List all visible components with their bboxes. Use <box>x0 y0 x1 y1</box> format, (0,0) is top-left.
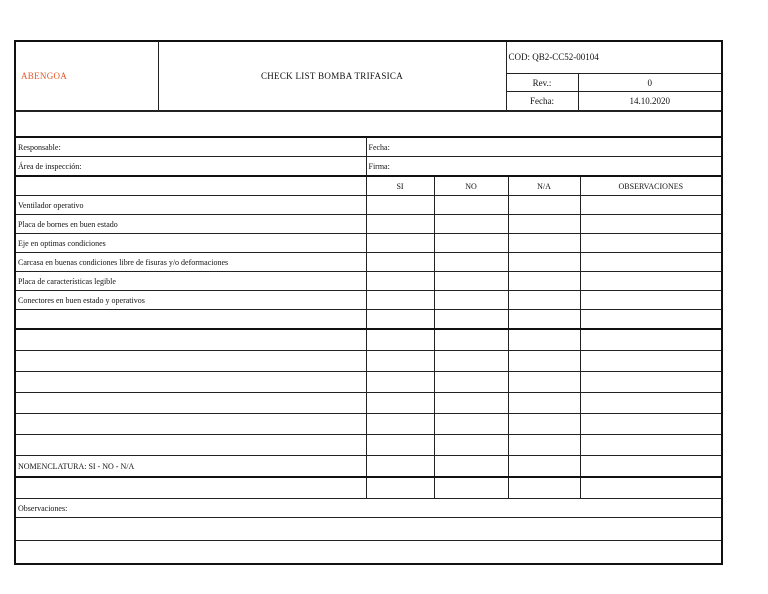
no-cell[interactable] <box>434 477 508 499</box>
si-cell[interactable] <box>366 477 434 499</box>
si-cell[interactable] <box>366 414 434 435</box>
date-value: 14.10.2020 <box>578 92 722 111</box>
empty-item-row <box>15 329 366 351</box>
nomenclatura-legend: NOMENCLATURA: SI - NO - N/A <box>15 456 366 478</box>
checklist-item: Ventilador operativo <box>15 196 366 215</box>
spacer-row <box>15 112 722 138</box>
si-cell[interactable] <box>366 291 434 310</box>
checklist-item: Conectores en buen estado y operativos <box>15 291 366 310</box>
na-cell[interactable] <box>508 272 580 291</box>
observaciones-cell[interactable] <box>580 477 722 499</box>
no-cell[interactable] <box>434 310 508 330</box>
na-cell[interactable] <box>508 196 580 215</box>
column-header-observaciones: OBSERVACIONES <box>580 176 722 196</box>
observaciones-line[interactable] <box>15 541 722 565</box>
observaciones-cell[interactable] <box>580 234 722 253</box>
column-header-item <box>15 176 366 196</box>
si-cell[interactable] <box>366 253 434 272</box>
no-cell[interactable] <box>434 329 508 351</box>
date-label: Fecha: <box>506 92 578 111</box>
na-cell[interactable] <box>508 310 580 330</box>
na-cell[interactable] <box>508 393 580 414</box>
no-cell[interactable] <box>434 215 508 234</box>
observaciones-cell[interactable] <box>580 329 722 351</box>
no-cell[interactable] <box>434 291 508 310</box>
no-cell[interactable] <box>434 435 508 456</box>
na-cell[interactable] <box>508 372 580 393</box>
page-title: CHECK LIST BOMBA TRIFASICA <box>158 41 506 111</box>
checklist-item: Placa de bornes en buen estado <box>15 215 366 234</box>
no-cell[interactable] <box>434 414 508 435</box>
observaciones-cell[interactable] <box>580 393 722 414</box>
rev-label: Rev.: <box>506 73 578 92</box>
observaciones-cell[interactable] <box>580 196 722 215</box>
checklist-item: Eje en optimas condiciones <box>15 234 366 253</box>
observaciones-cell[interactable] <box>580 272 722 291</box>
empty-item-row <box>15 310 366 330</box>
na-cell[interactable] <box>508 234 580 253</box>
no-cell[interactable] <box>434 351 508 372</box>
observaciones-cell[interactable] <box>580 253 722 272</box>
column-header-no: NO <box>434 176 508 196</box>
rev-value: 0 <box>578 73 722 92</box>
si-cell[interactable] <box>366 234 434 253</box>
checklist-table <box>14 111 723 565</box>
si-cell[interactable] <box>366 215 434 234</box>
na-cell[interactable] <box>508 435 580 456</box>
area-label: Área de inspección: <box>15 157 366 177</box>
observaciones-cell[interactable] <box>580 351 722 372</box>
si-cell[interactable] <box>366 329 434 351</box>
empty-item-row <box>15 477 366 499</box>
na-cell[interactable] <box>508 329 580 351</box>
no-cell[interactable] <box>434 372 508 393</box>
observaciones-cell[interactable] <box>580 291 722 310</box>
na-cell[interactable] <box>508 477 580 499</box>
si-cell[interactable] <box>366 456 434 478</box>
document-code: COD: QB2-CC52-00104 <box>506 41 722 73</box>
na-cell[interactable] <box>508 253 580 272</box>
no-cell[interactable] <box>434 456 508 478</box>
no-cell[interactable] <box>434 196 508 215</box>
si-cell[interactable] <box>366 393 434 414</box>
si-cell[interactable] <box>366 351 434 372</box>
info-fecha-label: Fecha: <box>366 137 722 157</box>
checklist-sheet <box>14 40 721 565</box>
column-header-si: SI <box>366 176 434 196</box>
no-cell[interactable] <box>434 234 508 253</box>
observaciones-cell[interactable] <box>580 310 722 330</box>
empty-item-row <box>15 351 366 372</box>
observaciones-cell[interactable] <box>580 414 722 435</box>
observaciones-line[interactable] <box>15 518 722 541</box>
si-cell[interactable] <box>366 310 434 330</box>
si-cell[interactable] <box>366 372 434 393</box>
si-cell[interactable] <box>366 272 434 291</box>
na-cell[interactable] <box>508 291 580 310</box>
no-cell[interactable] <box>434 393 508 414</box>
observaciones-cell[interactable] <box>580 435 722 456</box>
empty-item-row <box>15 414 366 435</box>
observaciones-cell[interactable] <box>580 372 722 393</box>
si-cell[interactable] <box>366 435 434 456</box>
na-cell[interactable] <box>508 456 580 478</box>
company-logo: ABENGOA <box>15 41 158 111</box>
checklist-item: Carcasa en buenas condiciones libre de fisuras y/o deformaciones <box>15 253 366 272</box>
na-cell[interactable] <box>508 351 580 372</box>
checklist-item: Placa de características legible <box>15 272 366 291</box>
empty-item-row <box>15 372 366 393</box>
na-cell[interactable] <box>508 414 580 435</box>
observaciones-cell[interactable] <box>580 456 722 478</box>
empty-item-row <box>15 393 366 414</box>
si-cell[interactable] <box>366 196 434 215</box>
empty-item-row <box>15 435 366 456</box>
header-table <box>14 40 723 111</box>
no-cell[interactable] <box>434 272 508 291</box>
column-header-na: N/A <box>508 176 580 196</box>
no-cell[interactable] <box>434 253 508 272</box>
na-cell[interactable] <box>508 215 580 234</box>
responsable-label: Responsable: <box>15 137 366 157</box>
observaciones-label: Observaciones: <box>15 499 722 518</box>
firma-label: Firma: <box>366 157 722 177</box>
observaciones-cell[interactable] <box>580 215 722 234</box>
